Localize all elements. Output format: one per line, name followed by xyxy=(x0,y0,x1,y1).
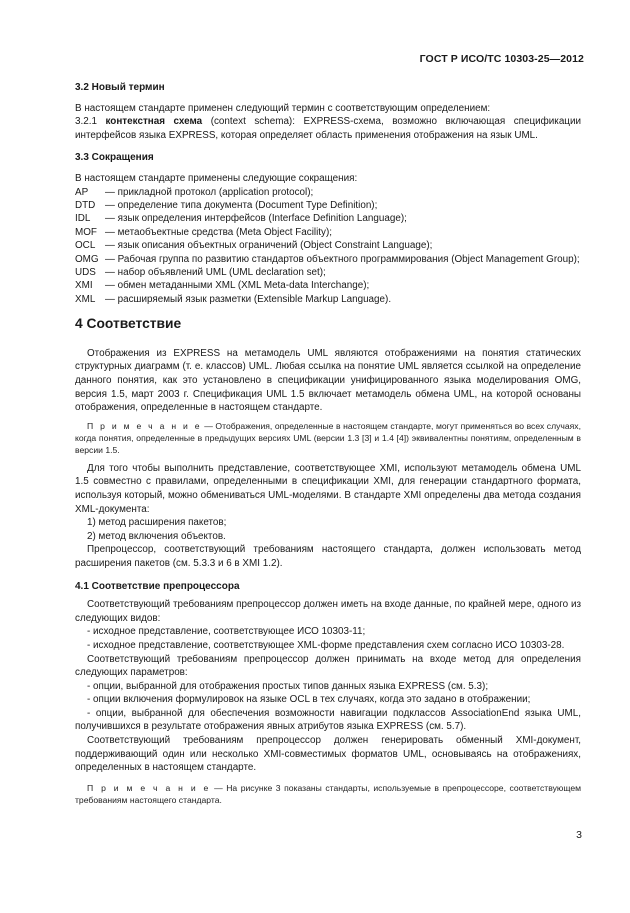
paragraph: Препроцессор, соответствующий требованиям настоящего стандарта, должен использовать метод расширения пакетов (см. 5.3.3 и 6 в XMI 1.2). xyxy=(75,544,581,569)
abbr-key: AP xyxy=(75,186,89,198)
list-item xyxy=(75,279,581,292)
definition-number: 3.2.1 xyxy=(75,116,97,128)
abbr-key: OMG xyxy=(75,253,99,265)
list-item xyxy=(75,212,581,225)
list-item xyxy=(75,199,581,212)
section-3-2-heading: 3.2 Новый термин xyxy=(75,82,165,93)
page-body xyxy=(75,81,581,806)
paragraph: Отображения из EXPRESS на метамодель UML являются отображениями на понятия статических структурных диаграмм (т. е. классов) UML. Любая ссылка на понятие UML является ссылкой на определение данного понятия, как это установлено в спецификации унифицированного языка моделирования OMG, версия 1.5, март 2003 г. Спецификация UML 1.5 включает метамодель обмена UML, на которой основаны отображения, определенные в настоящем стандарте. xyxy=(75,347,581,414)
definition-text: (context schema): EXPRESS-схема, возможно включающая спецификации интерфейсов языка EXPRESS, которая определяет область применения отображения на язык UML. xyxy=(75,116,582,141)
list-item xyxy=(75,186,581,199)
bullet-item: - опции, выбранной для обеспечения возможности навигации подклассов AssociationEnd языка UML, получившихся в результате отображения явных атрибутов языка EXPRESS (см. 5.7). xyxy=(75,707,581,733)
paragraph: В настоящем стандарте применены следующие сокращения: xyxy=(75,172,358,184)
list-item xyxy=(75,226,581,239)
note-text: — На рисунке 3 показаны стандарты, используемые в препроцессоре, соответствующем требованиям настоящего стандарта. xyxy=(75,782,582,805)
paragraph: Соответствующий требованиям препроцессор должен генерировать обменный XMI-документ, поддерживающий один или несколько XMI-совместимых форматов UML, основываясь на отображениях, определенных в настоящем стандарте. xyxy=(75,735,581,774)
abbr-key: MOF xyxy=(75,226,97,238)
paragraph: В настоящем стандарте применен следующий термин с соответствующим определением: xyxy=(75,102,491,114)
abbr-value: — язык определения интерфейсов (Interface Definition Language); xyxy=(105,213,407,225)
abbr-value: — набор объявлений UML (UML declaration set); xyxy=(105,267,326,278)
abbr-key: DTD xyxy=(75,199,96,211)
bullet-item: - опции включения формулировок на языке OCL в тех случаях, когда это задано в отображении; xyxy=(87,694,531,706)
section-4-heading: 4 Соответствие xyxy=(75,316,182,332)
definition-3-2-1 xyxy=(75,115,581,142)
paragraph: Соответствующий требованиям препроцессор должен принимать на входе метод для определения следующих параметров: xyxy=(75,653,581,679)
bullet-item: - опции, выбранной для отображения простых типов данных языка EXPRESS (см. 5.3); xyxy=(87,680,489,692)
method-item: 1) метод расширения пакетов; xyxy=(87,517,227,529)
abbr-key: OCL xyxy=(75,240,96,252)
abbr-value: — определение типа документа (Document Type Definition); xyxy=(105,199,378,211)
section-3-3-heading: 3.3 Сокращения xyxy=(75,152,154,164)
note xyxy=(75,782,581,806)
note-text: — Отображения, определенные в настоящем стандарте, могут применяться во всех случаях, когда понятия, определенные в предыдущих версиях UML (версии 1.3 [3] и 1.4 [4]) эквивалентны понятиям, определенным в версии 1.5. xyxy=(75,420,581,455)
note-label: П р и м е ч а н и е xyxy=(87,782,211,793)
note xyxy=(75,420,581,456)
abbr-value: — метаобъектные средства (Meta Object Facility); xyxy=(105,226,333,238)
abbr-key: XML xyxy=(75,293,96,305)
paragraph: Для того чтобы выполнить представление, соответствующее XMI, используют метамодель обмена UML 1.5 совместно с правилами, определенными в спецификации XMI, для генерации стандартного формата, используя который, можно обмениваться UML-моделями. В стандарте XMI определены два метода создания XML-документа: xyxy=(75,462,581,515)
list-item xyxy=(75,266,581,279)
abbr-value: — расширяемый язык разметки (Extensible Markup Language). xyxy=(105,293,392,305)
page-number: 3 xyxy=(576,829,582,841)
abbreviations-list xyxy=(75,186,581,307)
list-item xyxy=(75,239,581,252)
abbr-value: — язык описания объектных ограничений (Object Constraint Language); xyxy=(105,240,433,252)
bullet-item: - исходное представление, соответствующее XML-форме представления схем согласно ИСО 10303-28. xyxy=(87,639,565,651)
paragraph: Соответствующий требованиям препроцессор должен иметь на входе данные, по крайней мере, одного из следующих видов: xyxy=(75,599,581,624)
list-item xyxy=(75,253,581,266)
note-label: П р и м е ч а н и е xyxy=(87,420,202,431)
abbr-value: — прикладной протокол (application protocol); xyxy=(105,186,314,198)
method-item: 2) метод включения объектов. xyxy=(87,530,226,542)
abbr-key: IDL xyxy=(75,213,91,225)
definition-term: контекстная схема xyxy=(105,116,203,128)
abbr-value: — обмен метаданными XML (XML Meta-data Interchange); xyxy=(105,280,370,292)
abbr-key: XMI xyxy=(75,280,93,292)
section-4-1-heading: 4.1 Соответствие препроцессора xyxy=(75,580,240,592)
bullet-item: - исходное представление, соответствующее ИСО 10303-11; xyxy=(87,626,366,638)
abbr-key: UDS xyxy=(75,267,96,278)
running-header: ГОСТ Р ИСО/ТС 10303-25—2012 xyxy=(419,53,584,65)
list-item xyxy=(75,293,581,306)
abbr-value: — Рабочая группа по развитию стандартов объектного программирования (Object Management Group); xyxy=(105,253,580,265)
